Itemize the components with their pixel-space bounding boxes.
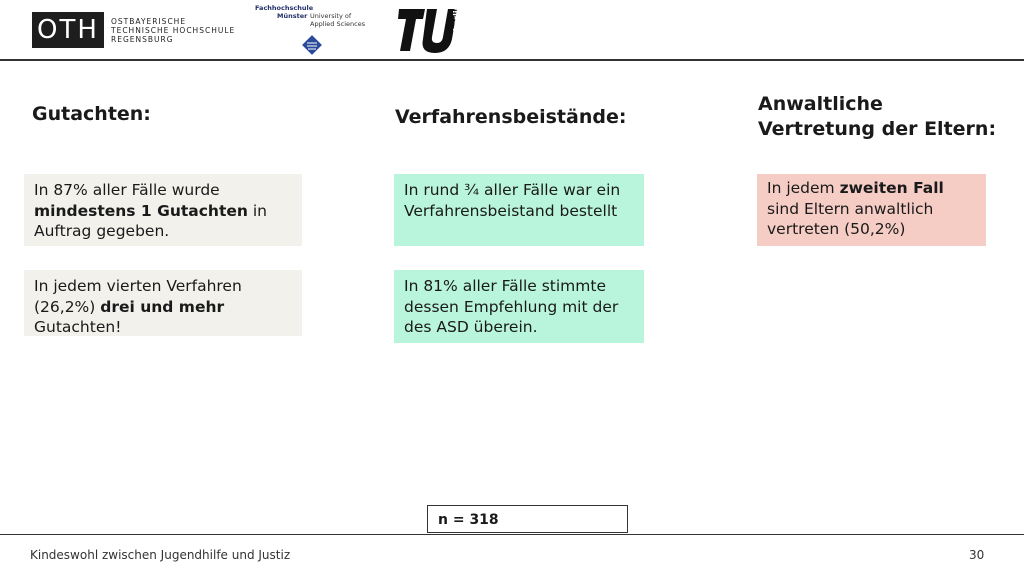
box-text: In jedem (767, 179, 840, 197)
footer-title: Kindeswohl zwischen Jugendhilfe und Justiz (30, 548, 291, 562)
page-number: 30 (969, 548, 985, 562)
fh-line-3: University of (310, 12, 352, 20)
box-text: In 87% aller Fälle wurde (34, 181, 220, 199)
box-text: In 81% aller Fälle stimmte dessen Empfehlung mit der des ASD überein. (404, 277, 619, 336)
box-text: In rund ¾ aller Fälle war ein Verfahrensbeistand bestellt (404, 181, 621, 220)
box-text: sind Eltern anwaltlich vertreten (50,2%) (767, 199, 934, 238)
header-divider (0, 59, 1024, 61)
heading-line-2: Vertretung der Eltern: (758, 118, 997, 140)
heading-line-1: Anwaltliche (758, 93, 883, 115)
fh-line-2: Münster (277, 12, 308, 20)
sample-size-label: n = 318 (427, 505, 628, 533)
tu-berlin-name: berlin (452, 4, 461, 31)
oth-logo-text (111, 17, 235, 44)
box-text-bold: drei und mehr (100, 297, 225, 316)
fh-line-1: Fachhochschule (255, 4, 314, 12)
box-text: in Auftrag gegeben. (34, 201, 267, 240)
heading-anwaltliche-vertretung (758, 92, 996, 142)
oth-line-2: TECHNISCHE HOCHSCHULE (111, 26, 236, 35)
fh-logo-text (255, 4, 313, 20)
oth-logo: OTH (32, 12, 104, 48)
gutachten-box-2 (24, 270, 302, 336)
fh-logo-subtext (310, 12, 365, 28)
gutachten-box-1 (24, 174, 302, 246)
verfahrensbeistand-box-2 (394, 270, 644, 343)
box-text-bold: mindestens 1 Gutachten (34, 201, 248, 220)
oth-line-3: REGENSBURG (111, 35, 174, 44)
box-text: Gutachten! (34, 318, 122, 336)
box-text: In jedem vierten Verfahren (26,2%) (34, 277, 242, 316)
footer-divider (0, 534, 1024, 535)
heading-verfahrensbeistaende: Verfahrensbeistände: (395, 106, 627, 128)
tu-berlin-logo (397, 4, 461, 53)
box-text-bold: zweiten Fall (839, 179, 944, 197)
verfahrensbeistand-box-1 (394, 174, 644, 246)
heading-gutachten: Gutachten: (32, 103, 151, 125)
oth-line-1: OSTBAYERISCHE (111, 17, 187, 26)
fh-line-4: Applied Sciences (310, 20, 366, 28)
anwalt-box-1 (757, 174, 986, 246)
fh-muenster-emblem-icon (303, 36, 321, 54)
